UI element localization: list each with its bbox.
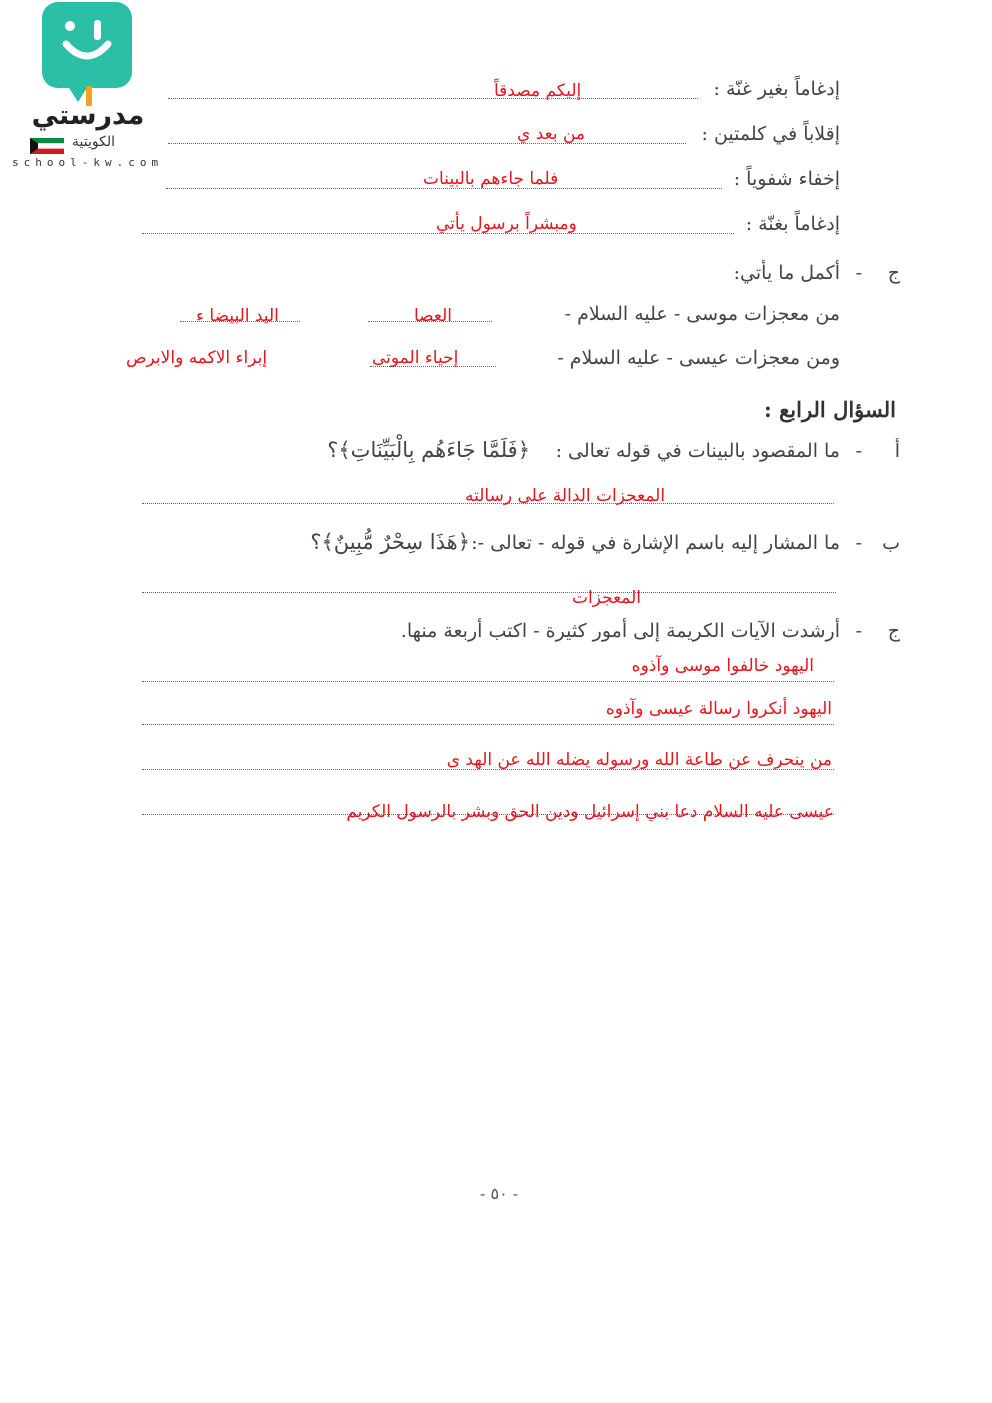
prompt-idgham-with-ghunna: إدغاماً بغنّة : xyxy=(745,213,840,235)
answer-line xyxy=(142,592,836,593)
prompt-iqlab: إقلاباً في كلمتين : xyxy=(701,123,840,145)
q4b-prompt: ما المشار إليه باسم الإشارة في قوله - تعالى -: xyxy=(471,532,840,554)
answer-jesus-2: إبراء الاكمه والابرص xyxy=(126,348,268,368)
question4-heading: السؤال الرابع : xyxy=(764,397,896,422)
q4a-prompt: ما المقصود بالبينات في قوله تعالى : xyxy=(555,440,840,462)
answer-idgham-with-ghunna: ومبشراً برسول يأتي xyxy=(436,214,577,234)
answer-iqlab: من بعد ي xyxy=(517,124,586,144)
answer-idgham-without-ghunna: إليكم مصدقاً xyxy=(494,81,582,101)
logo-subtitle: الكويتية xyxy=(72,134,115,150)
prompt-idgham-without-ghunna: إدغاماً بغير غنّة : xyxy=(713,78,840,100)
q4b-dash: - xyxy=(855,532,862,554)
q4c-prompt: أرشدت الآيات الكريمة إلى أمور كثيرة - اكتب أربعة منها. xyxy=(400,620,840,642)
answer-ikhfa: فلما جاءهم بالبينات xyxy=(423,169,559,189)
answer-q4c-3: من ينحرف عن طاعة الله ورسوله يضله الله عن الهد ى xyxy=(446,750,832,770)
prompt-moses-miracles: من معجزات موسى - عليه السلام - xyxy=(564,303,840,325)
section-c-prompt: أكمل ما يأتي: xyxy=(733,262,840,284)
answer-line xyxy=(142,814,834,815)
answer-line xyxy=(142,769,834,770)
smile-icon xyxy=(58,18,116,68)
q4b-quran-quote: ﴿هَذَا سِحْرٌ مُّبِينٌ﴾؟ xyxy=(310,530,470,554)
answer-jesus-1: إحياء الموتى xyxy=(372,348,459,368)
answer-moses-1: العصا xyxy=(414,306,453,326)
answer-moses-2: اليد البيضا ء xyxy=(196,306,279,326)
prompt-ikhfa: إخفاء شفوياً : xyxy=(733,168,840,190)
answer-line xyxy=(168,98,698,99)
answer-line xyxy=(168,143,686,144)
logo-title: مدرستي xyxy=(31,100,145,131)
answer-q4c-1: اليهود خالفوا موسى وآذوه xyxy=(631,656,814,676)
answer-line xyxy=(142,724,834,725)
answer-line xyxy=(142,681,834,682)
kuwait-flag-icon xyxy=(30,138,64,154)
page-number: - ٥٠ - xyxy=(480,1184,519,1203)
answer-q4a: المعجزات الدالة على رسالته xyxy=(465,486,666,506)
section-c-dash: - xyxy=(855,262,862,284)
answer-q4c-4: عيسى عليه السلام دعا بني إسرائيل ودين الحق وبشر بالرسول الكريم xyxy=(346,802,834,822)
q4a-quran-quote: ﴿فَلَمَّا جَاءَهُم بِالْبَيِّنَاتِ﴾؟ xyxy=(327,438,530,462)
answer-q4b: المعجزات xyxy=(572,588,642,608)
q4c-dash: - xyxy=(855,620,862,642)
section-c-letter: ج xyxy=(887,262,900,284)
logo-url: school-kw.com xyxy=(12,156,164,169)
prompt-jesus-miracles: ومن معجزات عيسى - عليه السلام - xyxy=(557,347,840,369)
q4c-letter: ج xyxy=(887,620,900,642)
answer-q4c-2: اليهود أنكروا رسالة عيسى وآذوه xyxy=(605,699,832,719)
q4a-dash: - xyxy=(855,440,862,462)
q4b-letter: ب xyxy=(882,532,900,554)
q4a-letter: أ xyxy=(894,440,900,462)
